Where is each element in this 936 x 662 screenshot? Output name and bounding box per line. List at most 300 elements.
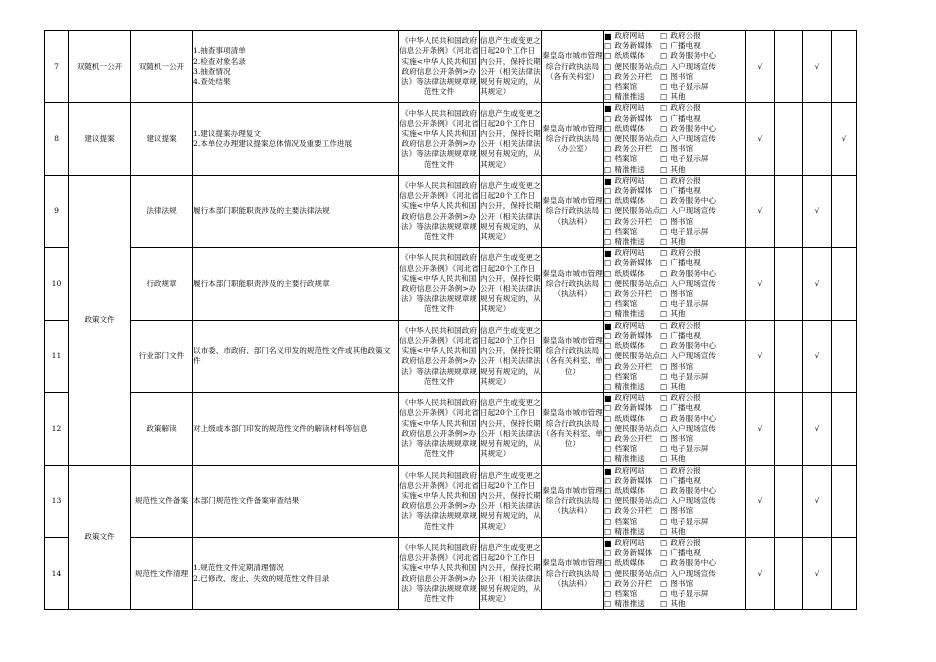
channel-label: 档案馆: [612, 82, 638, 92]
unchecked-box-icon: ☐: [660, 32, 668, 41]
unchecked-box-icon: ☐: [660, 259, 668, 269]
subcategory-cell: 双随机一公开: [131, 31, 193, 103]
check-cell: [832, 465, 857, 537]
channel-line: [604, 299, 745, 309]
channel-option: [604, 269, 660, 279]
category-cell: 政策文件: [69, 465, 131, 610]
channel-label: 精准推送: [612, 309, 645, 319]
check-cell: [832, 31, 857, 103]
check-cell: √: [832, 103, 857, 175]
channel-line: [604, 124, 745, 134]
channel-line: [604, 558, 745, 568]
channel-option: [604, 506, 660, 516]
check-cell: [832, 248, 857, 320]
unchecked-box-icon: ☐: [604, 279, 612, 289]
channel-option: [604, 362, 660, 372]
channel-line: [604, 279, 745, 289]
unchecked-box-icon: ☐: [604, 93, 612, 103]
row-number: 12: [45, 393, 69, 465]
unchecked-box-icon: ☐: [660, 342, 668, 352]
items-cell: [193, 537, 399, 609]
unchecked-box-icon: ☐: [660, 486, 668, 496]
channel-line: [604, 414, 745, 424]
channel-label: 纸质媒体: [612, 485, 645, 495]
channel-option: [660, 476, 701, 486]
unchecked-box-icon: ☐: [660, 42, 668, 52]
unchecked-box-icon: ☐: [660, 83, 668, 93]
unchecked-box-icon: ☐: [660, 114, 668, 124]
channel-option: [604, 414, 660, 424]
unchecked-box-icon: ☐: [660, 466, 668, 476]
unchecked-box-icon: ☐: [604, 455, 612, 465]
channel-label: 政府公报: [668, 175, 701, 185]
unchecked-box-icon: ☐: [660, 559, 668, 569]
item-line: 4.查处结果: [193, 76, 231, 86]
channel-option: [604, 176, 660, 186]
channel-option: [660, 331, 701, 341]
channel-label: 其他: [668, 237, 686, 247]
unchecked-box-icon: ☐: [660, 538, 668, 548]
period-cell: 信息产生或变更之日起20个工作日内公开，保持长期公开（相关法律法规另有规定的，从其规定）: [480, 103, 542, 175]
channel-label: 精准推送: [612, 454, 645, 464]
unchecked-box-icon: ☐: [604, 52, 612, 62]
channel-option: [660, 62, 716, 72]
unchecked-box-icon: ☐: [660, 434, 668, 444]
check-cell: √: [746, 248, 775, 320]
basis-cell: 《中华人民共和国政府信息公开条例》《河北省实施<中华人民共和国政府信息公开条例>办法》等法律法规规章规范性文件: [399, 31, 480, 103]
channel-option: [660, 558, 716, 568]
check-cell: √: [803, 175, 832, 247]
unchecked-box-icon: ☐: [660, 476, 668, 486]
unchecked-box-icon: ☐: [604, 259, 612, 269]
channel-option: [660, 196, 716, 206]
channel-line: [604, 486, 745, 496]
channel-line: [604, 237, 745, 247]
channel-label: 政务新媒体: [612, 41, 653, 51]
channel-option: [604, 351, 660, 361]
unchecked-box-icon: ☐: [660, 52, 668, 62]
channel-option: [660, 237, 686, 247]
channel-label: 其他: [668, 526, 686, 536]
basis-cell: 《中华人民共和国政府信息公开条例》《河北省实施<中华人民共和国政府信息公开条例>办法》等法律法规规章规范性文件: [399, 465, 480, 537]
channel-label: 纸质媒体: [612, 413, 645, 423]
channel-label: 政务服务中心: [668, 413, 716, 423]
channel-label: 政府网站: [612, 320, 645, 330]
unchecked-box-icon: ☐: [604, 424, 612, 434]
table-row: [45, 31, 857, 103]
channel-line: [604, 165, 745, 175]
period-cell: 信息产生或变更之日起20个工作日内公开，保持长期公开（相关法律法规另有规定的，从其规定）: [480, 31, 542, 103]
channel-option: [604, 321, 660, 331]
unchecked-box-icon: ☐: [604, 331, 612, 341]
channel-line: [604, 444, 745, 454]
channel-option: [660, 134, 716, 144]
channel-line: [604, 454, 745, 464]
unchecked-box-icon: ☐: [660, 517, 668, 527]
subcategory-cell: 规范性文件备案: [131, 465, 193, 537]
channel-label: 入户现场宣传: [668, 496, 716, 506]
channel-label: 政府网站: [612, 465, 645, 475]
channel-label: 图书馆: [668, 289, 694, 299]
channel-line: [604, 103, 745, 113]
unchecked-box-icon: ☐: [604, 207, 612, 217]
channel-label: 便民服务站点: [612, 61, 660, 71]
channel-line: [604, 351, 745, 361]
channel-line: [604, 196, 745, 206]
channel-option: [604, 599, 660, 609]
table-row: [45, 537, 857, 609]
channel-label: 电子显示屏: [668, 371, 709, 381]
channel-option: [660, 206, 716, 216]
channel-option: [660, 517, 708, 527]
channel-label: 精准推送: [612, 599, 645, 609]
subcategory-cell: 法律法规: [131, 175, 193, 247]
disclosure-table: [44, 30, 857, 610]
basis-cell: 《中华人民共和国政府信息公开条例》《河北省实施<中华人民共和国政府信息公开条例>办法》等法律法规规章规范性文件: [399, 537, 480, 609]
channel-option: [604, 144, 660, 154]
unchecked-box-icon: ☐: [660, 321, 668, 331]
channel-label: 入户现场宣传: [668, 61, 716, 71]
channel-option: [660, 92, 686, 102]
channel-option: [604, 206, 660, 216]
channel-option: [604, 476, 660, 486]
channel-option: [604, 154, 660, 164]
channel-line: [604, 51, 745, 61]
unchecked-box-icon: ☐: [660, 227, 668, 237]
channels-cell: [604, 537, 746, 609]
period-cell: 信息产生或变更之日起20个工作日内公开，保持长期公开（相关法律法规另有规定的，从其规定）: [480, 175, 542, 247]
subject-cell: 秦皇岛市城市管理综合行政执法局（办公室）: [542, 103, 604, 175]
check-cell: √: [746, 537, 775, 609]
channel-option: [604, 372, 660, 382]
check-cell: √: [746, 393, 775, 465]
channel-option: [660, 372, 708, 382]
channel-option: [604, 517, 660, 527]
unchecked-box-icon: ☐: [604, 445, 612, 455]
channel-line: [604, 382, 745, 392]
subject-cell: 秦皇岛市城市管理综合行政执法局（执法科）: [542, 537, 604, 609]
channel-option: [604, 92, 660, 102]
item-line: 本部门规范性文件备案审查结果: [193, 496, 300, 506]
unchecked-box-icon: ☐: [660, 331, 668, 341]
check-cell: [775, 537, 803, 609]
unchecked-box-icon: ☐: [604, 342, 612, 352]
unchecked-box-icon: ☐: [604, 135, 612, 145]
channel-line: [604, 403, 745, 413]
channel-label: 电子显示屏: [668, 154, 709, 164]
unchecked-box-icon: ☐: [660, 527, 668, 537]
channel-label: 图书馆: [668, 361, 694, 371]
unchecked-box-icon: ☐: [604, 527, 612, 537]
channel-label: 图书馆: [668, 433, 694, 443]
basis-cell: 《中华人民共和国政府信息公开条例》《河北省实施<中华人民共和国政府信息公开条例>办法》等法律法规规章规范性文件: [399, 320, 480, 392]
unchecked-box-icon: ☐: [604, 414, 612, 424]
period-cell: 信息产生或变更之日起20个工作日内公开，保持长期公开（相关法律法规另有规定的，从其规定）: [480, 320, 542, 392]
channel-line: [604, 72, 745, 82]
channel-option: [660, 496, 716, 506]
unchecked-box-icon: ☐: [660, 145, 668, 155]
channel-option: [660, 165, 686, 175]
check-cell: √: [803, 465, 832, 537]
channel-option: [604, 248, 660, 258]
unchecked-box-icon: ☐: [660, 197, 668, 207]
channel-label: 其他: [668, 381, 686, 391]
subcategory-cell: 行业部门文件: [131, 320, 193, 392]
channel-line: [604, 206, 745, 216]
channel-label: 政务公开栏: [612, 289, 653, 299]
checked-box-icon: ■: [604, 249, 612, 259]
channel-label: 政务新媒体: [612, 186, 653, 196]
table-row: [45, 393, 857, 465]
channel-option: [604, 341, 660, 351]
channels-cell: [604, 248, 746, 320]
period-cell: 信息产生或变更之日起20个工作日内公开，保持长期公开（相关法律法规另有规定的，从其规定）: [480, 248, 542, 320]
channel-option: [660, 599, 686, 609]
channel-line: [604, 506, 745, 516]
channel-label: 政务新媒体: [612, 258, 653, 268]
channels-cell: [604, 103, 746, 175]
row-number: 14: [45, 537, 69, 609]
unchecked-box-icon: ☐: [604, 42, 612, 52]
channel-label: 精准推送: [612, 381, 645, 391]
channel-option: [604, 114, 660, 124]
channel-label: 电子显示屏: [668, 82, 709, 92]
channel-label: 广播电视: [668, 113, 701, 123]
channel-option: [660, 269, 716, 279]
check-cell: √: [746, 465, 775, 537]
channels-cell: [604, 175, 746, 247]
channel-label: 电子显示屏: [668, 226, 709, 236]
unchecked-box-icon: ☐: [604, 404, 612, 414]
channel-line: [604, 476, 745, 486]
table-row: [45, 320, 857, 392]
channel-label: 政府公报: [668, 393, 701, 403]
channel-label: 政务新媒体: [612, 475, 653, 485]
channel-label: 纸质媒体: [612, 196, 645, 206]
subject-cell: 秦皇岛市城市管理综合行政执法局（各有关科室、单位）: [542, 393, 604, 465]
channel-option: [660, 114, 701, 124]
subject-cell: 秦皇岛市城市管理综合行政执法局（各有关科室）: [542, 31, 604, 103]
unchecked-box-icon: ☐: [604, 187, 612, 197]
subcategory-cell: 规范性文件清理: [131, 537, 193, 609]
channel-label: 政府公报: [668, 248, 701, 258]
subject-cell: 秦皇岛市城市管理综合行政执法局（各有关科室、单位）: [542, 320, 604, 392]
unchecked-box-icon: ☐: [660, 404, 668, 414]
channel-label: 政务新媒体: [612, 330, 653, 340]
channel-line: [604, 589, 745, 599]
channel-option: [604, 393, 660, 403]
channel-line: [604, 217, 745, 227]
channel-label: 档案馆: [612, 516, 638, 526]
subcategory-cell: 建议提案: [131, 103, 193, 175]
channel-label: 电子显示屏: [668, 444, 709, 454]
table-row: [45, 248, 857, 320]
category-cell: 政策文件: [69, 175, 131, 465]
row-number: 10: [45, 248, 69, 320]
channel-label: 政务公开栏: [612, 216, 653, 226]
channel-label: 政务服务中心: [668, 51, 716, 61]
channel-option: [660, 486, 716, 496]
channel-line: [604, 393, 745, 403]
unchecked-box-icon: ☐: [660, 176, 668, 186]
channel-label: 广播电视: [668, 186, 701, 196]
channel-option: [604, 237, 660, 247]
unchecked-box-icon: ☐: [604, 382, 612, 392]
channel-option: [604, 196, 660, 206]
channel-label: 政府网站: [612, 175, 645, 185]
unchecked-box-icon: ☐: [660, 238, 668, 248]
table-row: [45, 175, 857, 247]
unchecked-box-icon: ☐: [604, 145, 612, 155]
unchecked-box-icon: ☐: [604, 476, 612, 486]
channel-option: [604, 134, 660, 144]
channel-label: 政务服务中心: [668, 196, 716, 206]
unchecked-box-icon: ☐: [660, 104, 668, 114]
channel-option: [660, 341, 716, 351]
channel-option: [660, 144, 693, 154]
item-line: 对上级或本部门印发的规范性文件的解读材料等信息: [193, 423, 368, 433]
check-cell: √: [803, 31, 832, 103]
channel-line: [604, 538, 745, 548]
channel-option: [660, 289, 693, 299]
basis-cell: 《中华人民共和国政府信息公开条例》《河北省实施<中华人民共和国政府信息公开条例>办法》等法律法规规章规范性文件: [399, 248, 480, 320]
channel-line: [604, 341, 745, 351]
channel-option: [660, 176, 701, 186]
unchecked-box-icon: ☐: [660, 497, 668, 507]
item-line: 2.检查对象名录: [193, 56, 246, 66]
channel-option: [604, 103, 660, 113]
channel-label: 纸质媒体: [612, 51, 645, 61]
unchecked-box-icon: ☐: [604, 486, 612, 496]
check-cell: [775, 248, 803, 320]
check-cell: [775, 393, 803, 465]
unchecked-box-icon: ☐: [660, 394, 668, 404]
channel-label: 政务公开栏: [612, 578, 653, 588]
channel-label: 入户现场宣传: [668, 351, 716, 361]
channel-label: 其他: [668, 164, 686, 174]
channel-option: [660, 414, 716, 424]
unchecked-box-icon: ☐: [604, 497, 612, 507]
channel-option: [660, 299, 708, 309]
unchecked-box-icon: ☐: [660, 300, 668, 310]
channel-option: [660, 309, 686, 319]
channel-label: 政务服务中心: [668, 558, 716, 568]
channel-line: [604, 527, 745, 537]
checked-box-icon: ■: [604, 104, 612, 114]
basis-cell: 《中华人民共和国政府信息公开条例》《河北省实施<中华人民共和国政府信息公开条例>办法》等法律法规规章规范性文件: [399, 103, 480, 175]
unchecked-box-icon: ☐: [604, 217, 612, 227]
channel-line: [604, 92, 745, 102]
subject-cell: 秦皇岛市城市管理综合行政执法局（执法科）: [542, 175, 604, 247]
channel-option: [604, 289, 660, 299]
unchecked-box-icon: ☐: [660, 155, 668, 165]
channel-option: [660, 424, 716, 434]
unchecked-box-icon: ☐: [604, 372, 612, 382]
channel-label: 精准推送: [612, 526, 645, 536]
unchecked-box-icon: ☐: [604, 600, 612, 610]
channel-label: 入户现场宣传: [668, 568, 716, 578]
unchecked-box-icon: ☐: [660, 207, 668, 217]
unchecked-box-icon: ☐: [660, 424, 668, 434]
channel-label: 政务公开栏: [612, 144, 653, 154]
checked-box-icon: ■: [604, 176, 612, 186]
channel-line: [604, 321, 745, 331]
channel-label: 纸质媒体: [612, 558, 645, 568]
channel-line: [604, 496, 745, 506]
channel-label: 其他: [668, 92, 686, 102]
channel-label: 政府网站: [612, 393, 645, 403]
channel-label: 政府公报: [668, 103, 701, 113]
channel-option: [660, 403, 701, 413]
channels-cell: [604, 393, 746, 465]
channel-option: [660, 527, 686, 537]
items-cell: [193, 320, 399, 392]
channel-label: 政府公报: [668, 465, 701, 475]
unchecked-box-icon: ☐: [604, 124, 612, 134]
channel-option: [604, 331, 660, 341]
channel-option: [604, 496, 660, 506]
unchecked-box-icon: ☐: [604, 290, 612, 300]
unchecked-box-icon: ☐: [660, 549, 668, 559]
channel-label: 政务服务中心: [668, 268, 716, 278]
channel-option: [604, 186, 660, 196]
channel-label: 图书馆: [668, 506, 694, 516]
unchecked-box-icon: ☐: [660, 72, 668, 82]
channel-option: [660, 466, 701, 476]
checked-box-icon: ■: [604, 538, 612, 548]
items-cell: [193, 103, 399, 175]
channel-option: [604, 51, 660, 61]
unchecked-box-icon: ☐: [660, 455, 668, 465]
unchecked-box-icon: ☐: [660, 165, 668, 175]
unchecked-box-icon: ☐: [660, 93, 668, 103]
channel-label: 政府公报: [668, 31, 701, 40]
channel-option: [604, 403, 660, 413]
unchecked-box-icon: ☐: [604, 579, 612, 589]
channel-label: 广播电视: [668, 258, 701, 268]
unchecked-box-icon: ☐: [604, 227, 612, 237]
check-cell: √: [746, 103, 775, 175]
channel-label: 政务公开栏: [612, 361, 653, 371]
channel-line: [604, 548, 745, 558]
item-line: 履行本部门职能职责涉及的主要法律法规: [193, 206, 330, 216]
unchecked-box-icon: ☐: [660, 187, 668, 197]
channel-option: [604, 589, 660, 599]
unchecked-box-icon: ☐: [660, 589, 668, 599]
channel-option: [660, 444, 708, 454]
channel-option: [604, 444, 660, 454]
check-cell: [832, 320, 857, 392]
channel-label: 电子显示屏: [668, 588, 709, 598]
unchecked-box-icon: ☐: [604, 197, 612, 207]
channel-label: 广播电视: [668, 475, 701, 485]
channel-line: [604, 248, 745, 258]
unchecked-box-icon: ☐: [604, 300, 612, 310]
unchecked-box-icon: ☐: [660, 600, 668, 610]
check-cell: [775, 320, 803, 392]
channel-option: [660, 103, 701, 113]
item-line: 3.抽查情况: [193, 66, 231, 76]
category-cell: 双随机一公开: [69, 31, 131, 103]
channel-label: 政务公开栏: [612, 71, 653, 81]
subcategory-cell: 政策解读: [131, 393, 193, 465]
unchecked-box-icon: ☐: [604, 83, 612, 93]
table-row: [45, 103, 857, 175]
subject-cell: 秦皇岛市城市管理综合行政执法局（执法科）: [542, 248, 604, 320]
channel-option: [604, 72, 660, 82]
channel-option: [660, 548, 701, 558]
channel-line: [604, 599, 745, 609]
